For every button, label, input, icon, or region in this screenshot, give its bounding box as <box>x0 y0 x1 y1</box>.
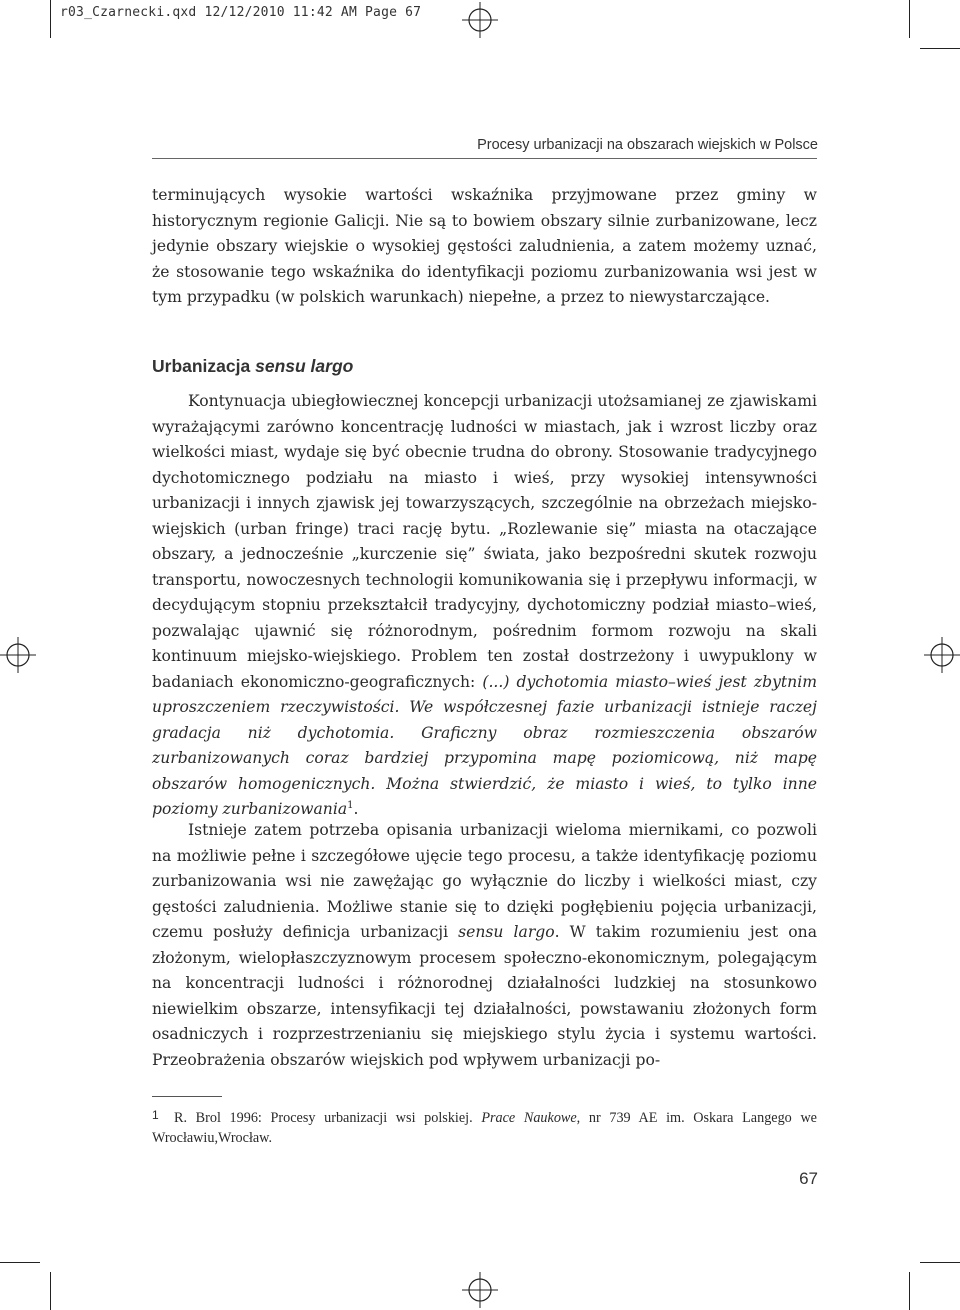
body-paragraph-1: terminujących wysokie wartości wskaźnika przyjmowane przez gminy w historycznym regionie Galicji. Nie są to bowiem obszary silnie zurbanizowane, lecz jedynie obszary wiejskie o wysokiej gęstości zaludnienia, a zatem możemy uznać, że stosowanie tego wskaźnika do identyfikacji poziomu zurbanizowania wsi jest w tym przypadku (w polskich warunkach) niepełne, a przez to niewystarczające. <box>152 186 817 306</box>
crop-mark-bottom-right-horizontal <box>920 1262 960 1263</box>
paragraph-2-text: Kontynuacja ubiegłowiecznej koncepcji urbanizacji utożsamianej ze zjawiskami wyrażającymi zarówno koncentrację ludności w miastach, jak i wzrost liczby oraz wielkości miast, wydaje się być obecnie trudna do obrony. Stosowanie tradycyjnego dychotomicznego podziału na miasto i wieś, przy wysokiej intensywności urbanizacji i innych zjawisk jej towarzyszących, szczególnie na obrzeżach miejsko-wiejskich (urban fringe) traci rację bytu. „Rozlewanie się” miasta na otaczające obszary, a jednocześnie „kurczenie się” świata, jako bezpośredni skutek rozwoju transportu, nowoczesnych technologii komunikowania się i przepływu informacji, w decydującym stopniu przekształcił tradycyjny, dychotomiczny podział miasto–wieś, pozwalając ujawnić się różnorodnym, pośrednim formom rozwoju na skali kontinuum miejsko-wiejskiego. Problem ten został dostrzeżony i uwypuklony w badaniach ekonomiczno-geograficznych: <box>152 392 817 691</box>
footnote-text-after: , nr 739 AE im. Oskara Langego we Wrocławiu,Wrocław. <box>152 1110 817 1146</box>
crop-mark-top-right <box>909 0 910 38</box>
print-slug: r03_Czarnecki.qxd 12/12/2010 11:42 AM Page 67 <box>60 5 422 20</box>
section-heading-italic: sensu largo <box>255 356 354 376</box>
page-number: 67 <box>799 1169 818 1188</box>
section-heading <box>152 356 353 377</box>
registration-mark-left-icon <box>0 637 36 673</box>
registration-mark-right-icon <box>924 637 960 673</box>
crop-mark-bottom-left-horizontal <box>0 1262 40 1263</box>
footnote-text-before: R. Brol 1996: Procesy urbanizacji wsi polskiej. <box>174 1110 482 1126</box>
crop-mark-bottom-right <box>909 1272 910 1310</box>
footnote-reference[interactable]: 1 <box>347 799 354 811</box>
footnote-italic-title: Prace Naukowe <box>481 1110 577 1126</box>
paragraph-3-text-after: . W takim rozumieniu jest ona złożonym, wielopłaszczyznowym procesem społeczno-ekonomicznym, polegającym na koncentracji ludności i różnorodnej działalności ludzkiej na stosunkowo niewielkim obszarze, intensyfikacji tej działalności, powstawaniu złożonych form osadniczych i rozprzestrzenianiu się miejskiego stylu życia i systemu wartości. Przeobrażenia obszarów wiejskich pod wpływem urbanizacji po- <box>152 923 817 1069</box>
paragraph-2-quote: (...) dychotomia miasto–wieś jest zbytnim uproszczeniem rzeczywistości. We współczesnej fazie urbanizacji istnieje raczej gradacja niż dychotomia. Graficzny obraz rozmieszczenia obszarów zurbanizowanych coraz bardziej przypomina mapę poziomicową, niż mapę obszarów homogenicznych. Można stwierdzić, że miasto i wieś, to tylko inne poziomy zurbanizowania <box>152 672 818 818</box>
paragraph-3-italic-term: sensu largo <box>458 923 555 941</box>
body-paragraph-3 <box>152 818 817 1073</box>
crop-mark-bottom-left <box>50 1272 51 1310</box>
paragraph-3-text-before: Istnieje zatem potrzeba opisania urbanizacji wieloma miernikami, co pozwoli na możliwie pełne i szczegółowe ujęcie tego procesu, a także identyfikację poziomu zurbanizowania wsi nie zawężając go wyłącznie do liczby i wielkości miast, czy gęstości zaludnienia. Możliwe stanie się to dzięki pogłębieniu pojęcia urbanizacji, czemu posłuży definicja urbanizacji <box>152 821 817 941</box>
footnote <box>152 1105 817 1148</box>
footnote-rule <box>152 1096 222 1097</box>
paragraph-2-end: . <box>353 800 359 818</box>
registration-mark-top-icon <box>462 2 498 38</box>
running-head: Procesy urbanizacji na obszarach wiejskich w Polsce <box>477 137 818 153</box>
crop-mark-top-left <box>50 0 51 38</box>
crop-mark-top-right-horizontal <box>920 48 960 49</box>
body-paragraph-2 <box>152 389 817 823</box>
registration-mark-bottom-icon <box>462 1272 498 1308</box>
footnote-mark: 1 <box>152 1108 159 1122</box>
header-rule <box>152 158 817 159</box>
section-heading-plain: Urbanizacja <box>152 356 256 376</box>
